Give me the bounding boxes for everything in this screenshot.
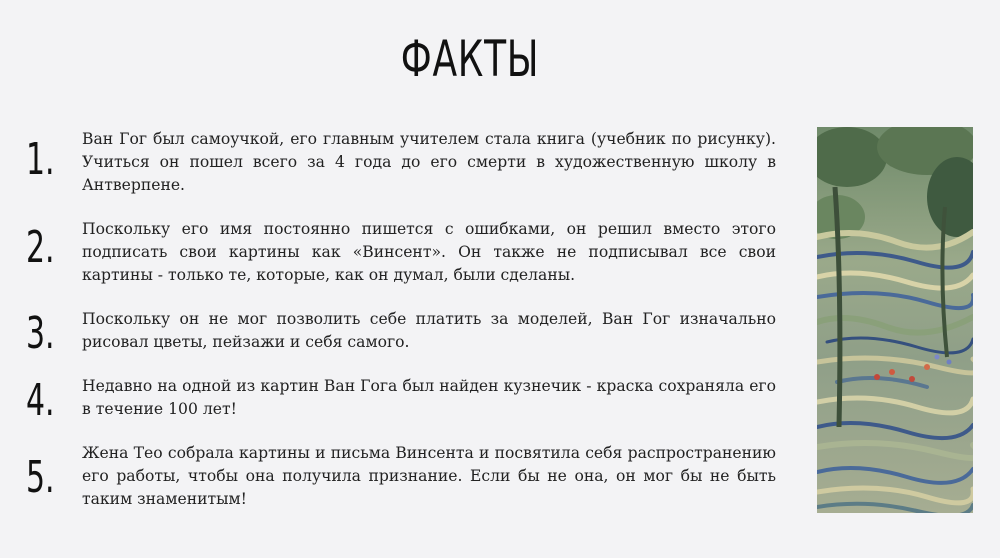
fact-number: 3. bbox=[26, 308, 55, 359]
fact-number: 4. bbox=[26, 375, 55, 426]
fact-text: Ван Гог был самоучкой, его главным учителем стала книга (учебник по рисунку). Учиться он пошел всего за 4 года до его смерти в художественную школу в Антверпене. bbox=[82, 130, 776, 194]
fact-text: Поскольку его имя постоянно пишется с ошибками, он решил вместо этого подписать свои картины как «Винсент». Он также не подписывал все свои картины - только те, которые, как он думал, были сделаны. bbox=[82, 220, 776, 284]
fact-number: 5. bbox=[26, 452, 55, 503]
fact-text: Поскольку он не мог позволить себе платить за моделей, Ван Гог изначально рисовал цветы, пейзажи и себя самого. bbox=[82, 310, 776, 351]
fact-text: Жена Тео собрала картины и письма Винсента и посвятила себя распространению его работы, чтобы она получила признание. Если бы не она, он мог бы не быть таким знаменитым! bbox=[82, 444, 776, 508]
fact-number: 2. bbox=[26, 222, 55, 273]
fact-number: 1. bbox=[26, 134, 55, 185]
fact-text: Недавно на одной из картин Ван Гога был найден кузнечик - краска сохраняла его в течение 100 лет! bbox=[82, 377, 776, 418]
slide-title: ФАКТЫ bbox=[400, 30, 540, 88]
painting-image bbox=[817, 127, 973, 513]
